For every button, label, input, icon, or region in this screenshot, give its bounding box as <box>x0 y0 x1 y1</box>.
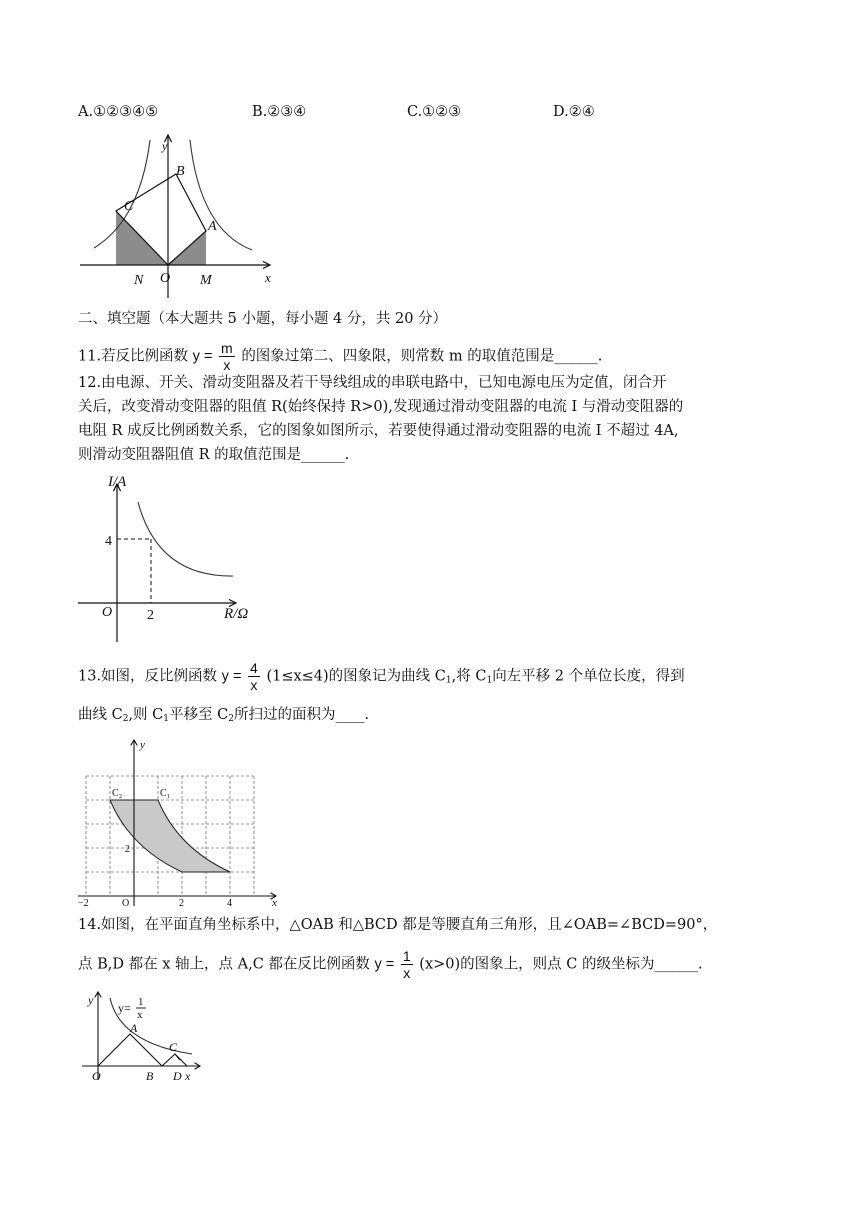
figure-q13 <box>76 736 286 908</box>
label-x: x <box>185 1069 191 1083</box>
triangle-OAB <box>98 1034 162 1066</box>
fraction-m-over-x: $\frac{m}{x}$ <box>221 340 233 373</box>
label-B: B <box>176 164 185 179</box>
label-O: O <box>92 1069 101 1083</box>
label-y: y <box>140 739 145 751</box>
figure-q14 <box>80 988 210 1086</box>
section-heading: 二、填空题（本大题共 5 小题，每小题 4 分，共 20 分） <box>78 311 448 327</box>
question-13-line-1: 13.如图，反比例函数 y = $\frac{4}{x}$ (1≤x≤4)的图象记为曲线 $C_1$,将 $C_1$向左平移 2 个单位长度，得到 <box>78 660 685 693</box>
hyperbola-right <box>190 140 252 250</box>
tick-y-4: 4 <box>105 534 112 549</box>
label-O: O <box>160 271 171 286</box>
option-d: D.②④ <box>553 104 595 120</box>
fraction-1-over-x: $\frac{1}{x}$ <box>402 948 411 981</box>
tick-neg2: −2 <box>78 898 89 909</box>
question-14-line-2: 点 B,D 都在 x 轴上，点 A,C 都在反比例函数 y = $\frac{1}{x}$ (x>0)的图象上，则点 C 的级坐标为______. <box>78 948 703 981</box>
question-13-line-2: 曲线 $C_2$,则 $C_1$平移至 $C_2$所扫过的面积为____. <box>78 707 370 724</box>
eq-den: x <box>137 1009 143 1021</box>
label-A: A <box>208 219 217 234</box>
label-ylabel: I/A <box>108 474 127 490</box>
tick-0: O <box>122 898 130 909</box>
question-12-line-4: 则滑动变阻器阻值 R 的取值范围是______. <box>78 447 350 463</box>
option-b: B.②③④ <box>252 104 307 120</box>
tick-4: 4 <box>227 898 232 909</box>
label-y: y <box>162 139 168 153</box>
option-a: A.①②③④⑤ <box>78 104 159 120</box>
tick-x-2: 2 <box>147 608 154 623</box>
label-D: D <box>173 1069 182 1083</box>
label-C: C <box>124 199 134 214</box>
inverse-curve <box>138 502 233 576</box>
figure-q10 <box>80 130 280 300</box>
tick-2: 2 <box>179 898 184 909</box>
label-y: y <box>88 993 94 1007</box>
eq-num: 1 <box>138 996 144 1008</box>
label-c2: C₂ <box>112 788 123 799</box>
question-14-line-1: 14.如图，在平面直角坐标系中，△OAB 和△BCD 都是等腰直角三角形，且∠OAB=∠BCD=90°， <box>78 917 718 933</box>
label-origin: O <box>102 605 113 620</box>
triangle-BCD <box>162 1054 187 1066</box>
label-N: N <box>134 273 144 288</box>
swept-region <box>110 800 230 872</box>
figure-q12 <box>78 472 278 647</box>
question-12-line-1: 12.由电源、开关、滑动变阻器及若干导线组成的串联电路中，已知电源电压为定值，闭合开 <box>78 375 667 391</box>
label-x: x <box>265 270 271 285</box>
label-A: A <box>130 1021 138 1035</box>
question-12-line-2: 关后，改变滑动变阻器的阻值 R(始终保持 R>0),发现通过滑动变阻器的电流 I 与滑动变阻器的 <box>78 399 684 415</box>
question-11: 11.若反比例函数 y = $\frac{m}{x}$ 的图象过第二、四象限，则常数 m 的取值范围是______. <box>78 340 603 373</box>
label-C: C <box>169 1040 178 1054</box>
question-12-line-3: 电阻 R 成反比例函数关系，它的图象如图所示，若要使得通过滑动变阻器的电流 I 不超过 4A, <box>78 423 679 439</box>
label-xlabel: R/Ω <box>224 606 249 622</box>
label-x: x <box>272 897 277 909</box>
option-c: C.①②③ <box>407 104 462 120</box>
fraction-4-over-x: $\frac{4}{x}$ <box>250 660 258 693</box>
tick-y2: 2 <box>125 844 130 855</box>
label-c1: C₁ <box>160 788 171 799</box>
label-M: M <box>200 273 212 288</box>
eq-y: y= <box>118 1001 131 1015</box>
label-B: B <box>146 1069 154 1083</box>
